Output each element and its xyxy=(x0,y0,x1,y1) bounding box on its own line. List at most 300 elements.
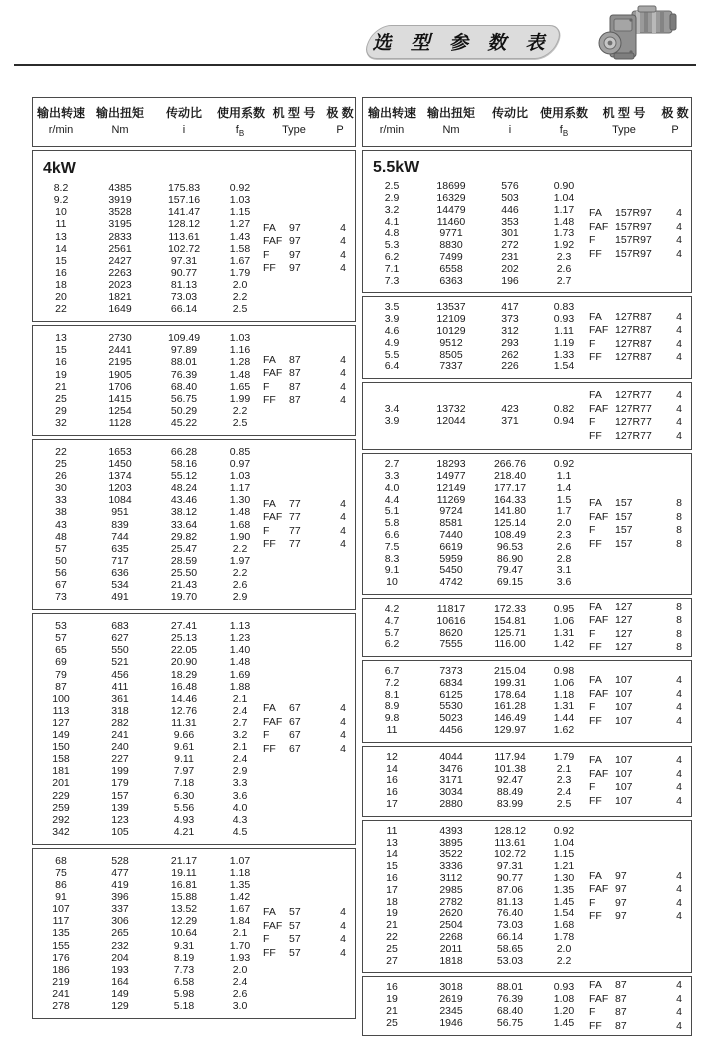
model-prefix: FF xyxy=(263,538,276,551)
table-row xyxy=(33,458,355,470)
torque-value: 2782 xyxy=(439,895,463,908)
poles-value: 8 xyxy=(676,614,682,626)
model-designation xyxy=(589,795,667,809)
service-factor-value: 1.69 xyxy=(229,668,251,681)
model-designation xyxy=(263,394,331,408)
ratio-value: 116.00 xyxy=(494,638,526,651)
model-size: 77 xyxy=(289,538,301,551)
torque-value: 1203 xyxy=(108,482,132,495)
torque-value: 179 xyxy=(111,777,129,790)
service-factor-value: 2.2 xyxy=(232,566,248,579)
model-size: 57 xyxy=(289,906,301,919)
torque-value: 1084 xyxy=(108,494,132,507)
ratio-value: 13.52 xyxy=(170,903,198,916)
speed-value: 75 xyxy=(55,866,67,879)
model-size: 107 xyxy=(615,701,633,714)
service-factor-value: 1.54 xyxy=(553,360,575,373)
speed-value: 135 xyxy=(52,927,70,940)
service-factor-value: 1.1 xyxy=(556,469,572,482)
service-factor-value: 2.1 xyxy=(232,692,248,705)
service-factor-value: 1.97 xyxy=(229,554,251,567)
ratio-value: 29.82 xyxy=(170,530,198,543)
torque-value: 2561 xyxy=(108,242,132,255)
service-factor-value: 0.92 xyxy=(229,182,251,195)
model-type-row xyxy=(589,311,691,325)
torque-value: 2504 xyxy=(439,919,463,932)
model-prefix: F xyxy=(263,380,270,393)
service-factor-value: 1.88 xyxy=(229,680,251,693)
ratio-value: 371 xyxy=(501,415,519,428)
ratio-value: 19.11 xyxy=(171,866,197,879)
speed-value: 6.4 xyxy=(384,360,400,373)
torque-value: 3171 xyxy=(439,774,463,787)
poles-value: 4 xyxy=(340,742,346,755)
model-size: 87 xyxy=(615,979,627,992)
speed-value: 150 xyxy=(52,741,70,754)
column-header-service-factor xyxy=(217,104,266,139)
speed-value: 6.2 xyxy=(384,638,400,651)
speed-value: 6.7 xyxy=(384,665,400,678)
torque-value: 318 xyxy=(111,704,129,717)
model-size: 57 xyxy=(289,919,301,932)
service-factor-value: 1.48 xyxy=(229,368,251,381)
speed-value: 181 xyxy=(52,765,70,778)
torque-value: 12044 xyxy=(436,415,466,428)
model-prefix: FA xyxy=(589,869,602,882)
model-size: 127 xyxy=(615,600,633,613)
ratio-value: 7.97 xyxy=(173,765,195,778)
column-header-label: 输出转速 xyxy=(367,106,416,120)
ratio-value: 164.33 xyxy=(493,493,527,506)
service-factor-value: 2.0 xyxy=(556,517,572,530)
column-header-label: 传动比 xyxy=(491,106,528,120)
model-type-group xyxy=(263,702,355,756)
speed-value: 7.3 xyxy=(384,274,400,287)
ratio-value: 9.61 xyxy=(173,741,195,754)
ratio-value: 117.94 xyxy=(494,750,526,763)
service-factor-value: 3.6 xyxy=(232,789,248,802)
ratio-value: 5.56 xyxy=(173,801,195,814)
service-factor-value: 1.90 xyxy=(229,530,251,543)
model-type-row xyxy=(263,702,355,716)
service-factor-value: 2.0 xyxy=(232,278,248,291)
torque-value: 951 xyxy=(111,506,129,519)
ratio-value: 66.14 xyxy=(170,303,198,316)
service-factor-value: 1.48 xyxy=(553,215,575,228)
ratio-value: 16.48 xyxy=(170,680,198,693)
speed-value: 26 xyxy=(55,470,67,483)
column-header-label: 极 数 xyxy=(661,106,689,120)
model-prefix: FA xyxy=(589,600,602,613)
model-size: 157R97 xyxy=(615,247,652,260)
service-factor-value: 1.21 xyxy=(553,860,575,873)
torque-value: 337 xyxy=(111,903,129,916)
ratio-value: 266.76 xyxy=(493,458,527,471)
column-header-label: 使用系数 xyxy=(539,106,588,120)
table-row xyxy=(33,182,355,194)
speed-value: 107 xyxy=(52,903,70,916)
column-header-unit: $f_B$ xyxy=(235,124,245,139)
model-prefix: FA xyxy=(589,979,602,992)
column-header-torque xyxy=(89,104,151,138)
model-prefix: F xyxy=(263,729,270,742)
model-designation xyxy=(589,701,667,715)
service-factor-value: 2.2 xyxy=(232,291,248,304)
column-header-speed xyxy=(33,104,89,138)
torque-value: 521 xyxy=(111,656,129,669)
column-header-poles xyxy=(325,104,355,138)
torque-value: 2620 xyxy=(439,907,463,920)
model-prefix: FF xyxy=(589,351,602,364)
model-type-row xyxy=(589,628,691,642)
torque-value: 2263 xyxy=(108,266,132,279)
speed-value: 69 xyxy=(55,656,67,669)
model-prefix: FAF xyxy=(589,510,609,523)
poles-value: 4 xyxy=(340,235,346,248)
model-size: 77 xyxy=(289,524,301,537)
table-row xyxy=(363,471,691,483)
service-factor-value: 0.95 xyxy=(553,602,575,615)
service-factor-value: 1.99 xyxy=(229,392,251,405)
model-prefix: FAF xyxy=(263,367,283,380)
torque-value: 2268 xyxy=(439,931,463,944)
table-row xyxy=(33,291,355,303)
poles-value: 4 xyxy=(676,1019,682,1032)
service-factor-value: 1.06 xyxy=(553,614,575,627)
model-designation xyxy=(589,910,667,924)
ratio-value: 11.31 xyxy=(171,716,197,729)
model-size: 127R77 xyxy=(615,389,652,402)
rows-area xyxy=(33,332,355,429)
model-designation xyxy=(263,702,331,716)
table-row xyxy=(33,777,355,789)
table-row xyxy=(33,644,355,656)
service-factor-value: 1.43 xyxy=(229,230,251,243)
model-designation xyxy=(589,897,667,911)
torque-value: 227 xyxy=(111,753,129,766)
torque-value: 149 xyxy=(111,987,129,1000)
ratio-value: 79.47 xyxy=(496,564,524,577)
speed-value: 14 xyxy=(386,848,398,861)
ratio-value: 7.73 xyxy=(173,963,195,976)
table-row xyxy=(33,867,355,879)
speed-value: 27 xyxy=(386,954,398,967)
speed-value: 18 xyxy=(55,278,67,291)
speed-value: 292 xyxy=(52,813,70,826)
data-block xyxy=(362,382,692,450)
service-factor-value: 1.45 xyxy=(553,895,575,908)
model-designation xyxy=(263,249,331,263)
speed-value: 25 xyxy=(386,942,398,955)
service-factor-value: 1.33 xyxy=(553,348,575,361)
model-designation xyxy=(589,338,667,352)
model-type-row xyxy=(589,715,691,729)
service-factor-value: 1.48 xyxy=(229,656,251,669)
service-factor-value: 1.18 xyxy=(229,866,251,879)
torque-value: 4393 xyxy=(439,824,463,837)
service-factor-value: 1.17 xyxy=(229,482,251,495)
poles-value: 8 xyxy=(676,537,682,550)
poles-value: 4 xyxy=(340,933,346,946)
model-type-row xyxy=(589,324,691,338)
torque-value: 3919 xyxy=(108,194,132,207)
model-type-row xyxy=(589,248,691,262)
data-block xyxy=(362,660,692,743)
ratio-value: 27.41 xyxy=(170,620,198,633)
table-5-5kw xyxy=(362,97,692,1036)
ratio-value: 373 xyxy=(501,313,519,326)
model-type-row xyxy=(589,207,691,221)
speed-value: 79 xyxy=(55,668,67,681)
speed-value: 29 xyxy=(55,404,67,417)
speed-value: 4.9 xyxy=(384,336,400,349)
torque-value: 839 xyxy=(111,518,129,531)
table-row xyxy=(33,826,355,838)
model-prefix: F xyxy=(263,933,270,946)
ratio-value: 58.16 xyxy=(170,458,198,471)
model-designation xyxy=(263,354,331,368)
ratio-value: 175.83 xyxy=(167,182,201,195)
service-factor-value: 4.3 xyxy=(232,813,248,826)
model-type-row xyxy=(589,897,691,911)
model-size: 127R87 xyxy=(615,310,652,323)
torque-value: 7555 xyxy=(439,638,463,651)
model-designation xyxy=(263,222,331,236)
speed-value: 9.8 xyxy=(384,712,400,725)
speed-value: 25 xyxy=(55,392,67,405)
table-row xyxy=(33,206,355,218)
model-type-row xyxy=(589,221,691,235)
model-prefix: FA xyxy=(589,754,602,767)
torque-value: 2023 xyxy=(108,278,132,291)
model-type-row xyxy=(589,1006,691,1020)
ratio-value: 12.29 xyxy=(170,915,198,928)
model-size: 67 xyxy=(289,702,301,715)
torque-value: 411 xyxy=(111,680,129,693)
poles-value: 4 xyxy=(676,794,682,807)
torque-value: 7499 xyxy=(439,250,463,263)
model-size: 97 xyxy=(615,910,627,923)
ratio-value: 9.31 xyxy=(173,939,195,952)
service-factor-value: 1.79 xyxy=(553,750,575,763)
service-factor-value: 3.6 xyxy=(556,576,572,589)
table-row xyxy=(33,855,355,867)
model-type-row xyxy=(263,354,355,368)
model-designation xyxy=(589,870,667,884)
torque-value: 627 xyxy=(111,632,129,645)
speed-value: 100 xyxy=(52,692,70,705)
model-prefix: F xyxy=(589,234,596,247)
model-size: 157 xyxy=(615,537,633,550)
model-prefix: FF xyxy=(589,794,602,807)
model-prefix: FAF xyxy=(263,511,283,524)
torque-value: 1128 xyxy=(108,416,132,429)
torque-value: 4044 xyxy=(439,750,463,763)
service-factor-value: 1.62 xyxy=(553,724,575,737)
ratio-value: 218.40 xyxy=(493,469,527,482)
service-factor-value: 1.20 xyxy=(553,1005,575,1018)
speed-value: 5.7 xyxy=(384,626,400,639)
model-type-row xyxy=(589,430,691,444)
model-designation xyxy=(589,351,667,365)
model-prefix: FA xyxy=(263,906,276,919)
data-block xyxy=(32,325,356,436)
ratio-value: 5.98 xyxy=(173,987,195,1000)
model-prefix: FF xyxy=(589,641,602,653)
model-size: 127R87 xyxy=(615,324,652,337)
ratio-value: 102.72 xyxy=(493,848,527,861)
ratio-value: 25.47 xyxy=(170,542,198,555)
service-factor-value: 3.2 xyxy=(232,729,248,742)
service-factor-value: 2.7 xyxy=(556,274,572,287)
service-factor-value: 1.65 xyxy=(229,380,251,393)
ratio-value: 21.17 xyxy=(170,854,198,867)
model-designation xyxy=(589,641,667,655)
column-header-unit: Nm xyxy=(442,124,460,136)
column-header-label: 极 数 xyxy=(326,106,354,120)
poles-value: 4 xyxy=(340,538,346,551)
speed-value: 4.1 xyxy=(384,215,400,228)
service-factor-value: 2.4 xyxy=(232,753,248,766)
torque-value: 241 xyxy=(111,729,129,742)
model-type-row xyxy=(589,403,691,417)
ratio-value: 83.99 xyxy=(496,798,524,811)
model-size: 107 xyxy=(615,754,633,767)
ratio-value: 272 xyxy=(501,239,519,252)
poles-value: 4 xyxy=(340,394,346,407)
service-factor-value: 2.2 xyxy=(556,954,572,967)
ratio-value: 81.13 xyxy=(170,278,198,291)
service-factor-value: 0.93 xyxy=(553,313,575,326)
model-size: 87 xyxy=(615,992,627,1005)
torque-value: 6125 xyxy=(439,688,463,701)
service-factor-value: 1.35 xyxy=(553,883,575,896)
service-factor-value: 2.2 xyxy=(232,542,248,555)
column-header-unit: Type xyxy=(282,124,306,136)
model-size: 157 xyxy=(615,524,633,537)
model-size: 107 xyxy=(615,714,633,727)
table-row xyxy=(33,976,355,988)
service-factor-value: 1.18 xyxy=(553,688,575,701)
torque-value: 2619 xyxy=(439,993,463,1006)
speed-value: 11 xyxy=(55,218,67,231)
service-factor-value: 1.06 xyxy=(553,676,575,689)
table-header-row xyxy=(362,97,692,147)
torque-value: 8505 xyxy=(439,348,463,361)
service-factor-value: 0.82 xyxy=(553,403,575,416)
model-prefix: FA xyxy=(589,310,602,323)
service-factor-value: 1.03 xyxy=(229,332,251,345)
model-designation xyxy=(589,207,667,221)
torque-value: 7337 xyxy=(439,360,463,373)
speed-value: 2.9 xyxy=(384,191,400,204)
model-size: 87 xyxy=(289,394,301,407)
table-row xyxy=(33,482,355,494)
service-factor-value: 0.98 xyxy=(553,665,575,678)
speed-value: 10 xyxy=(386,576,398,589)
speed-value: 4.4 xyxy=(384,493,400,506)
model-type-row xyxy=(589,795,691,809)
model-type-group xyxy=(263,906,355,960)
model-type-group xyxy=(263,354,355,408)
ratio-value: 6.58 xyxy=(173,975,195,988)
table-4kw xyxy=(32,97,356,1036)
model-prefix: FF xyxy=(589,910,602,923)
ratio-value: 22.05 xyxy=(170,644,198,657)
speed-value: 16 xyxy=(386,786,398,799)
speed-value: 219 xyxy=(52,975,70,988)
torque-value: 6619 xyxy=(439,540,463,553)
speed-value: 87 xyxy=(55,680,67,693)
service-factor-value: 2.6 xyxy=(556,540,572,553)
ratio-value: 108.49 xyxy=(493,528,527,541)
model-prefix: FAF xyxy=(589,220,609,233)
speed-value: 19 xyxy=(55,368,67,381)
model-designation xyxy=(263,920,331,934)
column-header-unit: r/min xyxy=(379,124,405,136)
poles-value: 4 xyxy=(676,351,682,364)
ratio-value: 215.04 xyxy=(493,665,527,678)
model-designation xyxy=(589,538,667,552)
torque-value: 139 xyxy=(111,801,129,814)
ratio-value: 68.40 xyxy=(496,1005,524,1018)
torque-value: 10616 xyxy=(436,614,466,627)
speed-value: 278 xyxy=(52,1000,70,1012)
model-prefix: FA xyxy=(589,674,602,687)
service-factor-value: 0.92 xyxy=(553,458,575,471)
torque-value: 3018 xyxy=(439,981,463,994)
model-size: 97 xyxy=(615,883,627,896)
service-factor-value: 2.2 xyxy=(232,404,248,417)
speed-value: 13 xyxy=(55,332,67,345)
speed-value: 117 xyxy=(52,915,70,928)
torque-value: 1649 xyxy=(108,303,132,316)
ratio-value: 69.15 xyxy=(496,576,524,589)
poles-value: 4 xyxy=(676,896,682,909)
ratio-value: 503 xyxy=(501,191,519,204)
speed-value: 8.1 xyxy=(384,688,400,701)
model-designation xyxy=(589,403,667,417)
poles-value: 4 xyxy=(340,906,346,919)
torque-value: 2427 xyxy=(108,254,132,267)
model-type-group xyxy=(589,674,691,728)
model-size: 127R77 xyxy=(615,416,652,429)
ratio-value: 96.53 xyxy=(496,540,524,553)
service-factor-value: 0.94 xyxy=(553,415,575,428)
speed-value: 7.1 xyxy=(384,262,400,275)
model-prefix: F xyxy=(589,701,596,714)
poles-value: 4 xyxy=(676,247,682,260)
speed-value: 21 xyxy=(386,1005,398,1018)
model-designation xyxy=(589,324,667,338)
poles-value: 4 xyxy=(676,234,682,247)
rows-area xyxy=(363,388,691,444)
poles-value: 4 xyxy=(340,367,346,380)
table-row xyxy=(33,279,355,291)
rows-area xyxy=(363,979,691,1032)
speed-value: 259 xyxy=(52,801,70,814)
service-factor-value: 1.15 xyxy=(229,206,251,219)
service-factor-value: 0.93 xyxy=(553,981,575,994)
speed-value: 4.2 xyxy=(384,602,400,615)
model-prefix: FAF xyxy=(589,883,609,896)
service-factor-value: 1.04 xyxy=(553,836,575,849)
model-type-row xyxy=(589,641,691,655)
torque-value: 635 xyxy=(111,542,129,555)
model-type-row xyxy=(589,701,691,715)
model-prefix: FA xyxy=(589,497,602,510)
service-factor-value: 1.4 xyxy=(556,481,572,494)
